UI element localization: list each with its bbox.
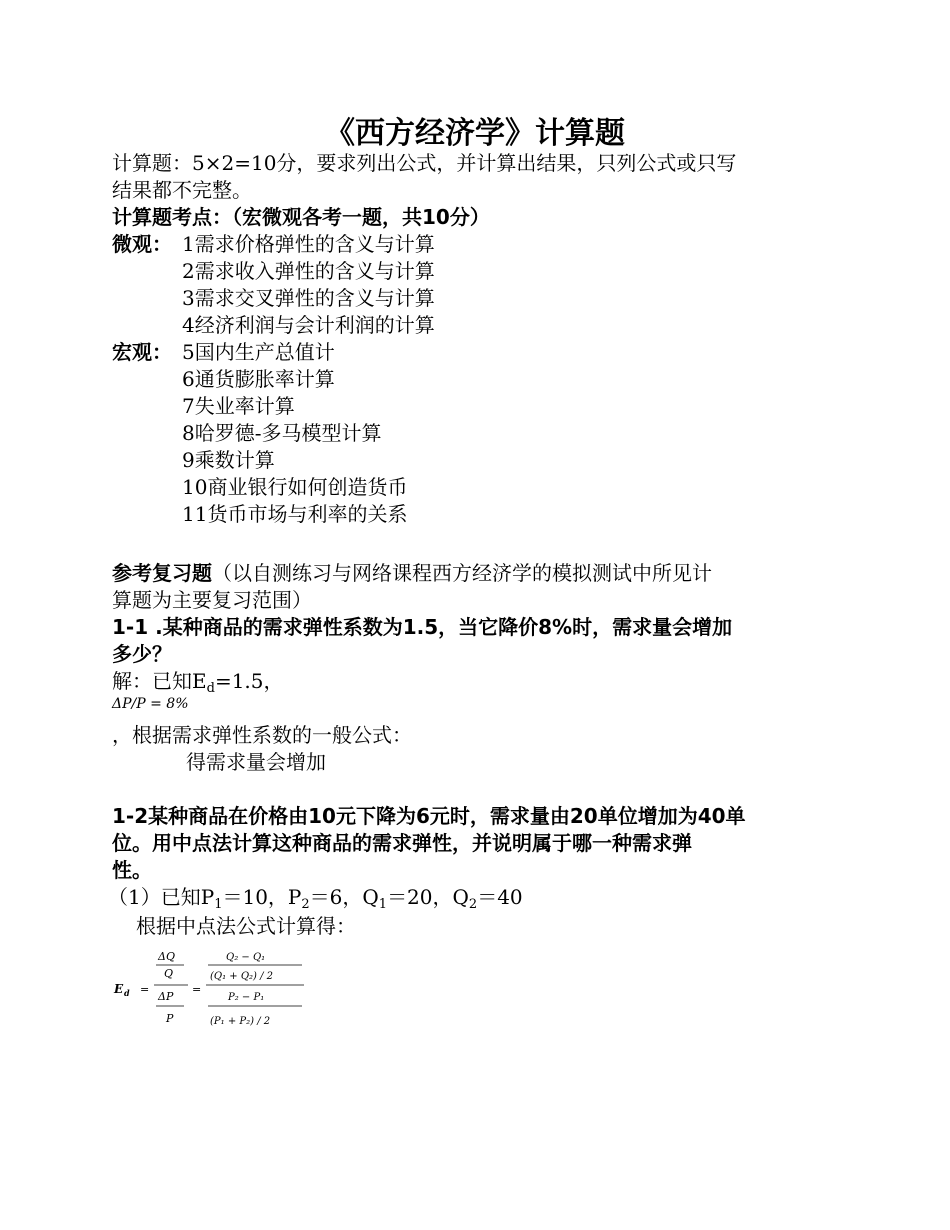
q2-p2-sub: 2: [301, 897, 310, 912]
q2-q2-sub: 2: [468, 897, 478, 912]
macro-item-9: 9乘数计算: [182, 448, 275, 472]
formula-eq-1: =: [140, 983, 150, 996]
q1-price-change-formula: ΔP/P = 8%: [112, 696, 189, 712]
macro-item-11: 11货币市场与利率的关系: [182, 502, 408, 526]
q1-result: 得需求量会增加: [186, 750, 326, 774]
formula-dp: ΔP: [158, 990, 174, 1003]
q2-q2-val: ＝40: [477, 885, 523, 909]
q2-p2-val: ＝6，Q: [309, 885, 379, 909]
review-heading: 参考复习题: [112, 561, 212, 585]
q2-line-3: 性。: [112, 858, 152, 882]
q2-midpoint-note: 根据中点法公式计算得：: [136, 914, 356, 938]
formula-den-bottom: (P₁ + P₂) / 2: [210, 1016, 271, 1027]
review-heading-line-1: [112, 560, 712, 588]
document-title: 《西方经济学》计算题: [325, 116, 625, 151]
q1-line-2: 多少？: [112, 642, 172, 666]
macro-item-7: 7失业率计算: [182, 394, 295, 418]
q2-known-prefix: （1）已知P: [108, 885, 215, 909]
q1-answer-prefix: 解：已知E: [112, 669, 207, 693]
q2-p1-sub: 1: [214, 897, 223, 912]
macro-item-8: 8哈罗德-多马模型计算: [182, 421, 382, 445]
topics-heading: 计算题考点：（宏微观各考一题，共10分）: [112, 205, 490, 229]
q2-line-1: 1-2某种商品在价格由10元下降为6元时，需求量由20单位增加为40单: [112, 804, 746, 828]
micro-label: 微观：: [112, 232, 172, 256]
formula-p: P: [166, 1012, 174, 1025]
formula-num-bottom: (Q₁ + Q₂) / 2: [210, 971, 274, 982]
formula-den-top: P₂ − P₁: [228, 992, 265, 1003]
formula-dq: ΔQ: [158, 950, 175, 963]
micro-item-4: 4经济利润与会计利润的计算: [182, 313, 435, 337]
review-note-2: 算题为主要复习范围）: [112, 588, 312, 612]
q2-p1-val: ＝10，P: [222, 885, 302, 909]
q2-q1-val: ＝20，Q: [387, 885, 469, 909]
q1-answer-suffix: =1.5，: [214, 669, 284, 693]
macro-item-5: 5国内生产总值计: [182, 340, 335, 364]
formula-q: Q: [164, 967, 174, 980]
formula-lhs-sub: d: [124, 988, 130, 998]
micro-item-3: 3需求交叉弹性的含义与计算: [182, 286, 435, 310]
formula-lhs: E: [114, 982, 124, 996]
micro-item-1: 1需求价格弹性的含义与计算: [182, 232, 435, 256]
q1-answer-sub: d: [206, 681, 215, 696]
q1-line-1: 1-1 .某种商品的需求弹性系数为1.5，当它降价8%时，需求量会增加: [112, 615, 733, 639]
review-note-1: （以自测练习与网络课程西方经济学的模拟测试中所见计: [212, 561, 712, 585]
intro-line-1: 计算题：5×2=10分，要求列出公式，并计算出结果，只列公式或只写: [112, 151, 737, 175]
q2-line-2: 位。用中点法计算这种商品的需求弹性，并说明属于哪一种需求弹: [112, 831, 692, 855]
formula-eq-2: =: [192, 983, 202, 996]
macro-item-10: 10商业银行如何创造货币: [182, 475, 408, 499]
macro-label: 宏观：: [112, 340, 172, 364]
formula-num-top: Q₂ − Q₁: [226, 952, 266, 963]
q2-q1-sub: 1: [378, 897, 388, 912]
elasticity-formula: [112, 948, 312, 1032]
macro-item-6: 6通货膨胀率计算: [182, 367, 335, 391]
micro-item-2: 2需求收入弹性的含义与计算: [182, 259, 435, 283]
intro-line-2: 结果都不完整。: [112, 178, 252, 202]
q1-formula-note: ，根据需求弹性系数的一般公式：: [112, 723, 412, 747]
